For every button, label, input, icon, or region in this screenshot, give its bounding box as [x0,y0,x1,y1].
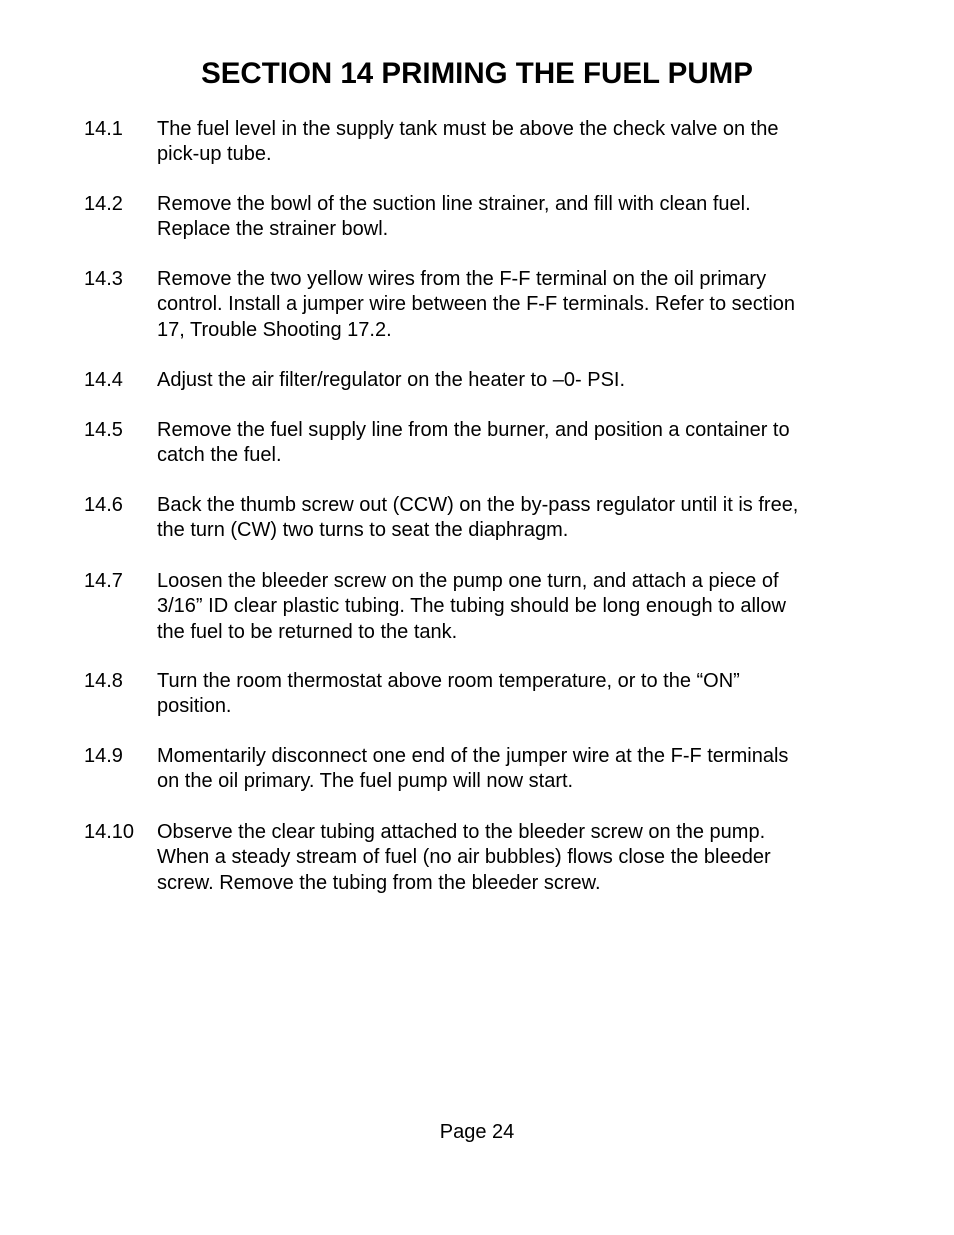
step-number: 14.3 [84,268,123,290]
step-text: Remove the two yellow wires from the F-F terminal on the oil primary control. Install a jumper wire between the F-F terminals. Refer to section 17, Trouble Shooting 17.2. [157,268,796,341]
step-number: 14.7 [84,570,123,592]
page-title: SECTION 14 PRIMING THE FUEL PUMP [201,57,753,90]
step-number: 14.5 [84,419,123,441]
step-number: 14.8 [84,670,123,692]
page-number: Page 24 [439,1121,515,1143]
step-text: Momentarily disconnect one end of the jumper wire at the F-F terminals on the oil primary. The fuel pump will now start. [157,745,789,793]
step-number: 14.4 [84,369,123,391]
step-text: Adjust the air filter/regulator on the heater to –0- PSI. [157,369,626,391]
step-text: The fuel level in the supply tank must be above the check valve on the pick-up tube. [157,118,779,166]
step-number: 14.1 [84,118,123,140]
step-number: 14.9 [84,745,123,767]
step-text: Back the thumb screw out (CCW) on the by-pass regulator until it is free, the turn (CW) two turns to seat the diaphragm. [157,494,799,542]
step-text: Loosen the bleeder screw on the pump one turn, and attach a piece of 3/16” ID clear plastic tubing. The tubing should be long enough to allow the fuel to be returned to the tank. [157,570,786,643]
step-text: Remove the bowl of the suction line strainer, and fill with clean fuel. Replace the strainer bowl. [157,193,751,241]
step-text: Remove the fuel supply line from the burner, and position a container to catch the fuel. [157,419,790,467]
step-number: 14.2 [84,193,123,215]
step-text: Observe the clear tubing attached to the bleeder screw on the pump. When a steady stream of fuel (no air bubbles) flows close the bleeder screw. Remove the tubing from the bleeder screw. [157,821,771,894]
step-text: Turn the room thermostat above room temperature, or to the “ON” position. [157,670,740,718]
step-number: 14.6 [84,494,123,516]
step-number: 14.10 [84,821,135,843]
